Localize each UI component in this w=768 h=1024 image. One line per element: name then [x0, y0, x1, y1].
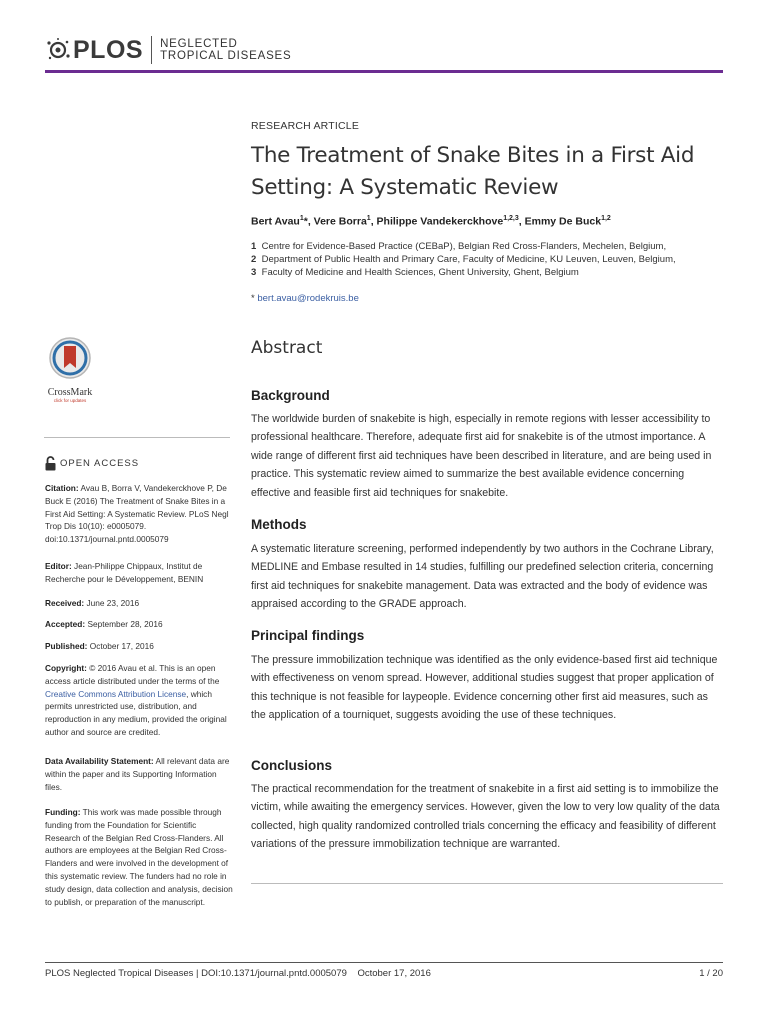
received-date: June 23, 2016: [86, 598, 140, 608]
conclusions-text: The practical recommendation for the treatment of snakebite in a first aid setting is to immobilize the victim, while awaiting the emergency services. However, given the low to very low quality of the data collected, high quality randomized controlled trials concerning the efficacy and feasibility of different variations of the pressure immobilization technique are warranted.: [251, 783, 720, 851]
received-block: [45, 597, 233, 610]
accepted-label: Accepted:: [45, 619, 86, 629]
affiliation-num: 2: [251, 254, 257, 265]
copyright-text-cont: , which permits unrestricted use, distribution, and reproduction in any medium, provided the original author and source are credited.: [45, 688, 227, 737]
corresponding-email: [251, 293, 359, 304]
conclusions-heading: Conclusions: [251, 758, 333, 773]
abstract-heading: Abstract: [251, 338, 323, 358]
citation-label: Citation:: [45, 483, 79, 493]
editor-block: [45, 560, 233, 586]
journal-name: [160, 38, 291, 62]
data-availability-text: All relevant data are within the paper and its Supporting Information files.: [45, 756, 230, 792]
data-availability-block: [45, 755, 233, 793]
affiliation-num: 3: [251, 267, 257, 278]
logo-divider: [151, 36, 152, 64]
author-affil: 1,2: [601, 215, 611, 222]
abstract-end-rule: [251, 883, 723, 884]
affiliation-item: [251, 240, 676, 253]
funding-label: Funding:: [45, 807, 81, 817]
methods-heading: Methods: [251, 517, 307, 532]
open-lock-icon: [45, 456, 56, 471]
affiliation-item: [251, 253, 676, 266]
copyright-label: Copyright:: [45, 663, 87, 673]
open-access-badge: [45, 456, 139, 471]
editor-label: Editor:: [45, 561, 72, 571]
findings-heading: Principal findings: [251, 628, 365, 643]
article-title: The Treatment of Snake Bites in a First Aid Setting: A Systematic Review: [251, 143, 695, 200]
funding-text: This work was made possible through funding from the Foundation for Scientific Research of the Belgian Red Cross-Flanders. All authors are employees at the Belgian Red Cross-Flanders and were involved in the development of this systematic review. The funders had no role in study design, data collection and analysis, decision to publish, or preparation of the manuscript.: [45, 807, 233, 907]
journal-logo[interactable]: [45, 35, 291, 65]
affiliation-text: Faculty of Medicine and Health Sciences, Ghent University, Ghent, Belgium: [261, 267, 579, 278]
email-link[interactable]: bert.avau@rodekruis.be: [257, 293, 359, 304]
crossmark-badge[interactable]: [44, 336, 96, 403]
published-date: October 17, 2016: [89, 641, 154, 651]
license-link[interactable]: Creative Commons Attribution License: [45, 688, 187, 699]
logo-text: PLOS: [73, 35, 144, 64]
open-access-label: OPEN ACCESS: [60, 458, 140, 469]
footer-citation: PLOS Neglected Tropical Diseases | DOI:10.1371/journal.pntd.0005079 October 17, 2016: [45, 968, 431, 979]
background-text: The worldwide burden of snakebite is high, especially in remote regions with lesser accessibility to professional healthcare. Therefore, adequate first aid for snakebite is of the utmost importance. A wide range of different first aid techniques have been described in literature, and are being used in practice. This systematic review aimed to summarize the best available evidence concerning effective and feasible first aid techniques for snakebite.: [251, 413, 712, 499]
published-block: [45, 640, 233, 653]
sidebar-divider: [44, 437, 230, 438]
author-affil: 1: [366, 215, 371, 222]
journal-name-line2: TROPICAL DISEASES: [160, 50, 292, 62]
author-affil: 1,2,3: [503, 215, 519, 222]
page-number: 1 / 20: [699, 968, 723, 979]
author-name[interactable]: Philippe Vandekerckhove: [376, 215, 504, 228]
published-label: Published:: [45, 641, 88, 651]
copyright-text: © 2016 Avau et al. This is an open access article distributed under the terms of the: [45, 663, 220, 686]
author-list: Bert Avau$^1$*, Vere Borra$^1$, Philippe Vandekerckhove$^{1,2,3}$, Emmy De Buck$^{1,2}$: [251, 215, 611, 228]
author-affil: 1: [299, 215, 304, 222]
findings-text: The pressure immobilization technique was identified as the only evidence-based first aid technique with effectiveness on venom spread. However, additional studies suggest that proper application of this technique is not feasible for laypeople. Evidence concerning other first aid measures, such as the application of a tourniquet, suggests avoiding the use of these techniques.: [251, 654, 718, 722]
received-label: Received:: [45, 598, 85, 608]
crossmark-sub: click for updates: [53, 398, 87, 403]
affiliations: [251, 240, 676, 279]
data-availability-label: Data Availability Statement:: [45, 756, 154, 766]
crossmark-label: CrossMark: [47, 387, 93, 398]
methods-text: A systematic literature screening, performed independently by two authors in the Cochrane Library, MEDLINE and Embase resulted in 14 studies, fulfilling our predefined selection criteria, concerning first aid techniques for snakebite management. Data was extracted and the body of evidence was appraised according to the GRADE approach.: [251, 543, 714, 611]
journal-name-line1: NEGLECTED: [160, 38, 238, 50]
funding-block: [45, 806, 233, 908]
email-mark: *: [251, 293, 255, 304]
citation-block: [45, 482, 233, 546]
editor-text: Jean-Philippe Chippaux, Institut de Recherche pour le Développement, BENIN: [45, 561, 204, 584]
author-name[interactable]: Bert Avau: [251, 215, 300, 228]
affiliation-text: Department of Public Health and Primary Care, Faculty of Medicine, KU Leuven, Leuven, Belgium,: [261, 254, 676, 265]
author-name[interactable]: Emmy De Buck: [524, 215, 602, 228]
affiliation-num: 1: [251, 241, 257, 252]
author-name[interactable]: Vere Borra: [313, 215, 367, 228]
affiliation-text: Centre for Evidence-Based Practice (CEBaP), Belgian Red Cross-Flanders, Mechelen, Belgium,: [261, 241, 667, 252]
accepted-block: [45, 618, 233, 631]
footer-rule: [45, 962, 723, 963]
background-heading: Background: [251, 388, 330, 403]
accepted-date: September 28, 2016: [87, 619, 163, 629]
affiliation-item: [251, 266, 676, 279]
citation-text: Avau B, Borra V, Vandekerckhove P, De Buck E (2016) The Treatment of Snake Bites in a First Aid Setting: A Systematic Review. PLoS Negl Trop Dis 10(10): e0005079. doi:10.1371/journal.pntd.0005079: [45, 483, 229, 545]
copyright-block: [45, 662, 233, 739]
crossmark-icon: [48, 336, 92, 380]
header-rule: [45, 70, 723, 73]
article-type: RESEARCH ARTICLE: [251, 120, 360, 132]
plos-logo-icon: [45, 37, 71, 63]
corresponding-mark: *: [303, 215, 308, 228]
